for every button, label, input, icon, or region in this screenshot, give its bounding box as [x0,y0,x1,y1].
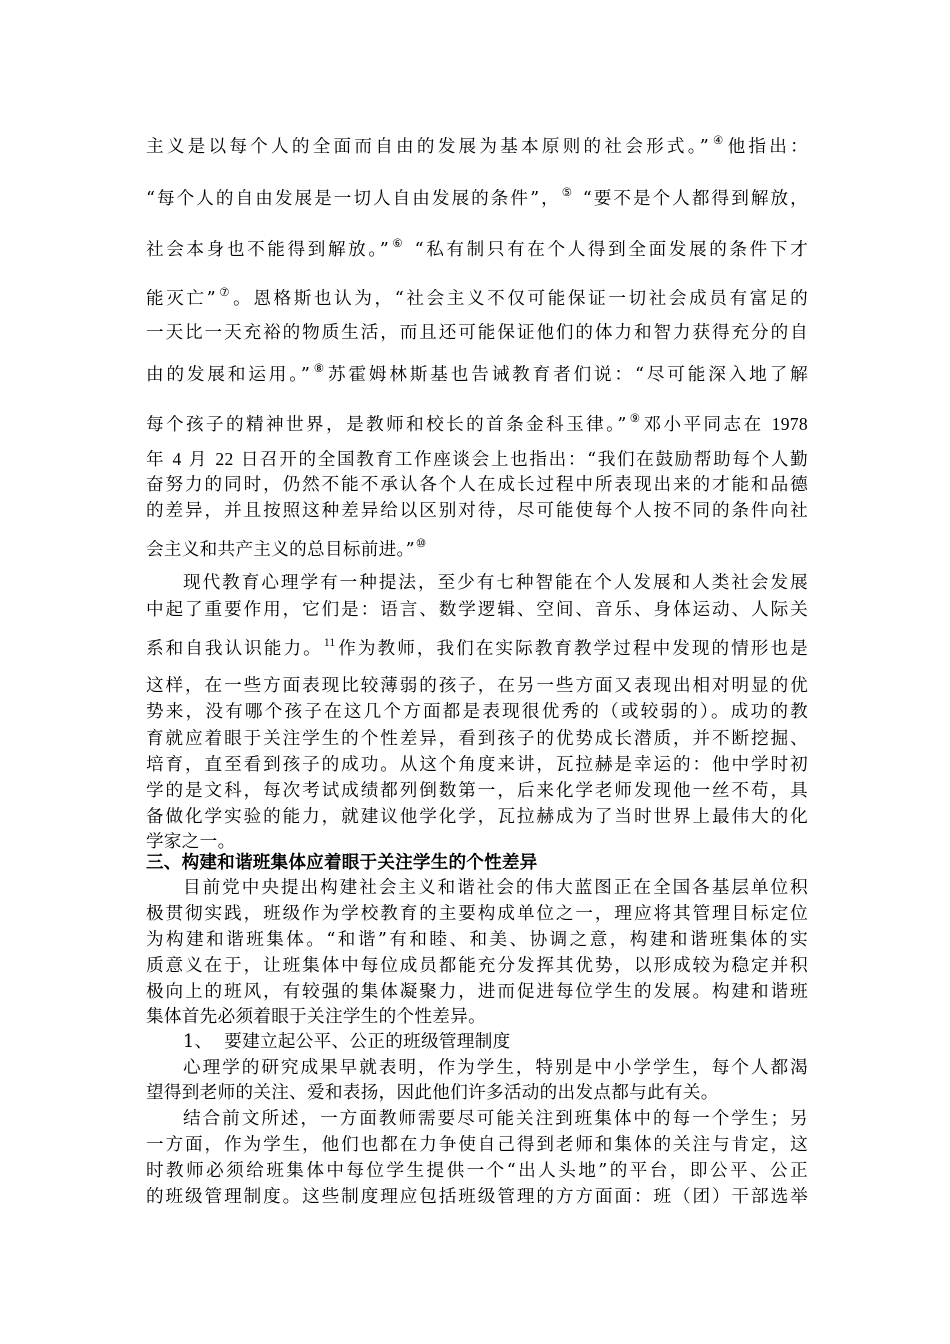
footnote-ref: ⑨ [627,411,643,425]
day-number: 22 [215,449,234,469]
text-line: 备做化学实验的能力，就建议他学化学，瓦拉赫成为了当时世界上最伟大的化 [146,807,808,827]
text-line: 奋努力的同时，仍然不能不承认各个人在成长过程中所表现出来的才能和品德 [146,475,808,495]
text-line [146,185,808,209]
text-run: 系和自我认识能力。 [146,639,323,659]
subheading [183,1034,808,1052]
text-run: “要不是个人都得到解放， [575,189,808,209]
section-heading: 三、构建和谐班集体应着眼于关注学生的个性差异 [146,853,538,873]
text-line: 质意义在于，让班集体中每位成员都能充分发挥其优势，以形成较为稳定并积 [146,956,808,976]
text-run: 每个孩子的精神世界，是教师和校长的首条金科玉律。” [146,415,627,435]
text-run: 主义是以每个人的全面而自由的发展为基本原则的社会形式。” [146,137,710,157]
text-line: 心理学的研究成果早就表明，作为学生，特别是中小学学生，每个人都渴 [183,1058,808,1078]
text-line: 的差异，并且按照这种差异给以区别对待，尽可能使每个人按不同的条件向社 [146,501,808,521]
text-run: 年 [146,450,166,470]
year-number: 1978 [771,414,808,434]
text-run: 日召开的全国教育工作座谈会上也指出：“我们在鼓励帮助每个人勤 [240,450,808,470]
text-line: 现代教育心理学有一种提法，至少有七种智能在个人发展和人类社会发展 [183,573,808,593]
text-line [146,536,808,560]
footnote-ref: 11 [323,637,336,649]
text-line: 的班级管理制度。这些制度理应包括班级管理的方方面面：班（团）干部选举 [146,1187,808,1207]
text-line: 学家之一。 [146,832,236,852]
text-line: 目前党中央提出构建社会主义和谐社会的伟大蓝图正在全国各基层单位积 [183,878,808,898]
text-line: 结合前文所述，一方面教师需要尽可能关注到班集体中的每一个学生；另 [183,1109,808,1129]
text-line: 这样，在一些方面表现比较薄弱的孩子，在另一些方面又表现出相对明显的优 [146,676,808,696]
text-line [146,236,808,260]
text-line: 时教师必须给班集体中每位学生提供一个“出人头地”的平台，即公平、公正 [146,1161,808,1181]
text-line [146,285,809,309]
text-run: “每个人的自由发展是一切人自由发展的条件”， [146,189,561,209]
text-run: 邓小平同志在 [643,415,764,435]
footnote-ref: ⑥ [390,236,406,250]
month-number: 4 [172,449,182,469]
text-run: 苏霍姆林斯基也告诫教育者们说：“尽可能深入地了解 [327,365,808,385]
text-line: 极向上的班风，有较强的集体凝聚力，进而促进每位学生的发展。构建和谐班 [146,982,808,1002]
text-run: 会主义和共产主义的总目标前进。” [146,540,415,560]
text-run: 他指出： [727,137,808,157]
text-line: 望得到老师的关注、爱和表扬，因此他们许多活动的出发点都与此有关。 [146,1083,719,1103]
text-line [146,451,808,470]
text-line: 培育，直至看到孩子的成功。从这个角度来讲，瓦拉赫是幸运的：他中学时初 [146,755,808,775]
text-line: 势来，没有哪个孩子在这几个方面都是表现很优秀的（或较弱的）。成功的教 [146,702,808,722]
text-line: 一方面，作为学生，他们也都在力争使自己得到老师和集体的关注与肯定，这 [146,1135,808,1155]
text-line: 学的是文科，每次考试成绩都列倒数第一，后来化学老师发现他一丝不苟，具 [146,781,808,801]
text-line: 育就应着眼于关注学生的个性差异，看到孩子的优势成长潜质，并不断挖掘、 [146,729,808,749]
text-run: 。恩格斯也认为，“社会主义不仅可能保证一切社会成员有富足的 [233,289,809,309]
text-line [146,637,808,659]
text-line: 中起了重要作用，它们是：语言、数学逻辑、空间、音乐、身体运动、人际关 [146,600,808,620]
footnote-ref: ④ [710,133,727,147]
footnote-ref: ⑧ [311,361,327,375]
text-run: 作为教师，我们在实际教育教学过程中发现的情形也是 [336,639,808,659]
text-run: “私有制只有在个人得到全面发展的条件下才 [406,240,808,260]
footnote-ref: ⑩ [415,536,427,550]
text-run: 社会本身也不能得到解放。” [146,240,390,260]
text-run: 能灭亡” [146,289,216,309]
text-line: 一天比一天充裕的物质生活，而且还可能保证他们的体力和智力获得充分的自 [146,323,808,343]
footnote-ref: ⑦ [216,285,233,299]
text-line [146,361,808,385]
text-line: 集体首先必须着眼于关注学生的个性差异。 [146,1007,486,1027]
text-line: 为构建和谐班集体。“和谐”有和睦、和美、协调之意，构建和谐班集体的实 [146,930,808,950]
subheading-number: 1、 [183,1032,213,1052]
footnote-ref: ⑤ [561,185,575,199]
subheading-title: 要建立起公平、公正的班级管理制度 [224,1032,511,1052]
text-line [146,133,808,157]
text-run: 月 [188,450,209,470]
text-line: 极贯彻实践，班级作为学校教育的主要构成单位之一，理应将其管理目标定位 [146,904,808,924]
text-run: 由的发展和运用。” [146,365,311,385]
text-line [146,411,808,435]
